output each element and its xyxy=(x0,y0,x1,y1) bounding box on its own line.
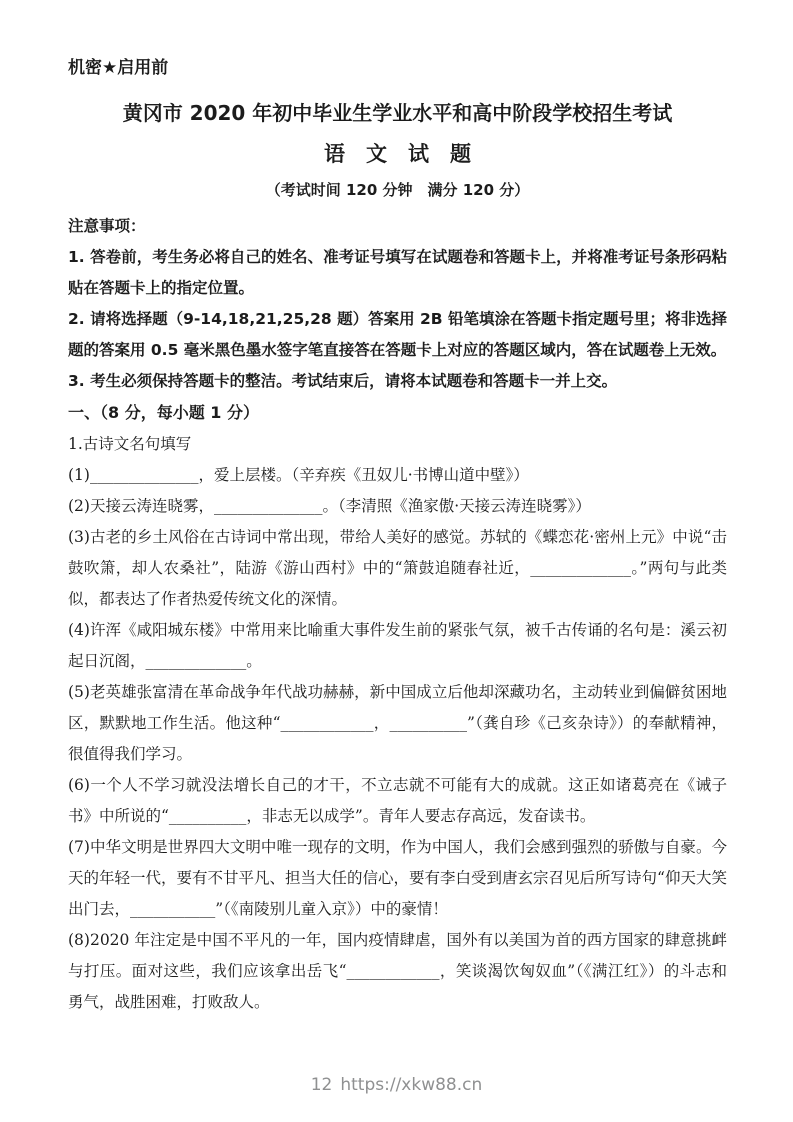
exam-title: 黄冈市 2020 年初中毕业生学业水平和高中阶段学校招生考试 xyxy=(122,100,673,125)
fill-blank-item-4: (4)许浑《咸阳城东楼》中常用来比喻重大事件发生前的紧张气氛，被千古传诵的名句是：溪云初起日沉阁，_____________。 xyxy=(68,620,727,670)
page-footer xyxy=(0,1074,793,1096)
note-item-3: 3. 考生必须保持答题卡的整洁。考试结束后，请将本试题卷和答题卡一并上交。 xyxy=(68,371,618,390)
page-number: 12 xyxy=(310,1074,333,1095)
note-item-2: 2. 请将选择题（9-14,18,21,25,28 题）答案用 2B 铅笔填涂在答题卡指定题号里；将非选择题的答案用 0.5 毫米黑色墨水签字笔直接答在答题卡上对应的答题区域内，答在试题卷上无效。 xyxy=(68,309,727,359)
classification-label: 机密★启用前 xyxy=(68,58,169,78)
fill-blank-item-2: (2)天接云涛连晓雾，______________。（李清照《渔家傲·天接云涛连晓雾》） xyxy=(68,496,591,515)
subject-title: 语 文 试 题 xyxy=(324,141,471,166)
fill-blank-item-6: (6)一个人不学习就没法增长自己的才干，不立志就不可能有大的成就。这正如诸葛亮在《诫子书》中所说的“__________，非志无以成学”。青年人要志存高远，发奋读书。 xyxy=(68,775,727,825)
notes-heading: 注意事项： xyxy=(68,216,146,235)
fill-blank-item-3: (3)古老的乡土风俗在古诗词中常出现，带给人美好的感觉。苏轼的《蝶恋花·密州上元》中说“击鼓吹箫，却人农桑社”，陆游《游山西村》中的“箫鼓追随春社近，_____________。”两句与此类似，都表达了作者热爱传统文化的深情。 xyxy=(68,527,727,608)
note-item-1: 1. 答卷前，考生务必将自己的姓名、准考证号填写在试题卷和答题卡上，并将准考证号条形码粘贴在答题卡上的指定位置。 xyxy=(68,247,727,297)
fill-blank-item-7: (7)中华文明是世界四大文明中唯一现存的文明，作为中国人，我们会感到强烈的骄傲与自豪。今天的年轻一代，要有不甘平凡、担当大任的信心，要有李白受到唐玄宗召见后所写诗句“仰天大笑出门去，___________”（《南陵别儿童入京》）中的豪情！ xyxy=(68,837,727,918)
question-1-heading: 1.古诗文名句填写 xyxy=(68,434,192,453)
section-one-heading: 一、（8 分，每小题 1 分） xyxy=(68,402,259,422)
watermark-url: https://xkw88.cn xyxy=(340,1074,483,1095)
fill-blank-item-1: (1)______________，爱上层楼。（辛弃疾《丑奴儿·书博山道中壁》） xyxy=(68,465,529,484)
fill-blank-item-5: (5)老英雄张富清在革命战争年代战功赫赫，新中国成立后他却深藏功名，主动转业到偏僻贫困地区，默默地工作生活。他这种“____________，__________”（龚自珍《己亥杂诗》）的奉献精神，很值得我们学习。 xyxy=(68,682,727,763)
exam-time-score-info: （考试时间 120 分钟 满分 120 分） xyxy=(265,181,530,200)
fill-blank-item-8: (8)2020 年注定是中国不平凡的一年，国内疫情肆虐，国外有以美国为首的西方国家的肆意挑衅与打压。面对这些，我们应该拿出岳飞“____________，笑谈渴饮匈奴血”（《满江红》）的斗志和勇气，战胜困难，打败敌人。 xyxy=(68,930,727,1011)
